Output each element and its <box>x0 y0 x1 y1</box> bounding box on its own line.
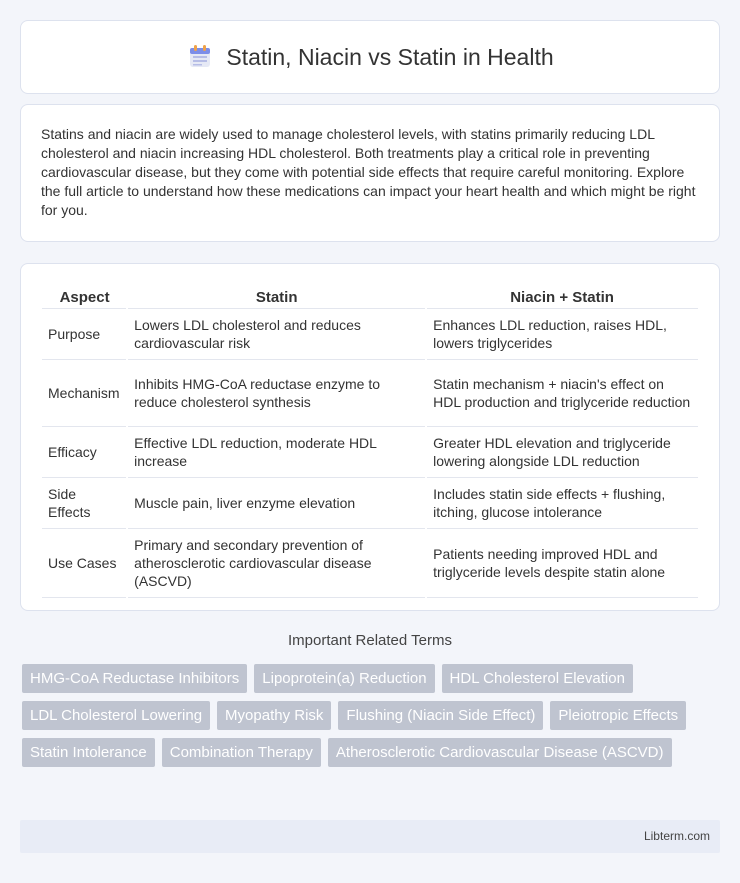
related-term-tag[interactable]: Combination Therapy <box>162 738 321 767</box>
header-aspect: Aspect <box>42 284 127 309</box>
cell-statin: Inhibits HMG-CoA reductase enzyme to reduce cholesterol synthesis <box>127 360 426 427</box>
related-term-tag[interactable]: HDL Cholesterol Elevation <box>442 664 633 693</box>
cell-statin: Effective LDL reduction, moderate HDL increase <box>127 427 426 478</box>
related-term-tag[interactable]: HMG-CoA Reductase Inhibitors <box>22 664 247 693</box>
table-header-row <box>42 284 698 309</box>
table-row <box>42 529 698 598</box>
intro-card <box>20 104 720 242</box>
related-term-tag[interactable]: LDL Cholesterol Lowering <box>22 701 210 730</box>
table-row <box>42 360 698 427</box>
header-card <box>20 20 720 94</box>
page-title: Statin, Niacin vs Statin in Health <box>226 43 554 70</box>
header-niacin-statin: Niacin + Statin <box>426 284 698 309</box>
cell-statin: Primary and secondary prevention of atherosclerotic cardiovascular disease (ASCVD) <box>127 529 426 598</box>
related-term-tag[interactable]: Flushing (Niacin Side Effect) <box>338 701 543 730</box>
cell-aspect: Side Effects <box>42 478 127 529</box>
footer-brand-link[interactable]: Libterm.com <box>643 829 710 843</box>
cell-aspect: Mechanism <box>42 360 127 427</box>
footer <box>20 820 720 853</box>
cell-niacin: Greater HDL elevation and triglyceride lowering alongside LDL reduction <box>426 427 698 478</box>
comparison-table-card <box>20 263 720 611</box>
intro-text: Statins and niacin are widely used to manage cholesterol levels, with statins primarily reducing LDL cholesterol and niacin increasing HDL cholesterol. Both treatments play a critical role in preventing cardiovascular disease, but they come with potential side effects that require careful monitoring. Explore the full article to understand how these medications can impact your heart health and which might be right for you. <box>41 126 696 218</box>
cell-niacin: Includes statin side effects + flushing, itching, glucose intolerance <box>426 478 698 529</box>
table-row <box>42 427 698 478</box>
cell-niacin: Statin mechanism + niacin's effect on HDL production and triglyceride reduction <box>426 360 698 427</box>
table-row <box>42 309 698 360</box>
comparison-table <box>42 284 698 598</box>
calendar-icon <box>186 43 214 71</box>
cell-niacin: Patients needing improved HDL and triglyceride levels despite statin alone <box>426 529 698 598</box>
cell-statin: Lowers LDL cholesterol and reduces cardiovascular risk <box>127 309 426 360</box>
cell-aspect: Efficacy <box>42 427 127 478</box>
related-term-tag[interactable]: Myopathy Risk <box>217 701 331 730</box>
related-terms-list <box>22 664 722 767</box>
related-term-tag[interactable]: Pleiotropic Effects <box>550 701 686 730</box>
cell-statin: Muscle pain, liver enzyme elevation <box>127 478 426 529</box>
related-term-tag[interactable]: Statin Intolerance <box>22 738 155 767</box>
cell-aspect: Purpose <box>42 309 127 360</box>
cell-niacin: Enhances LDL reduction, raises HDL, lowers triglycerides <box>426 309 698 360</box>
cell-aspect: Use Cases <box>42 529 127 598</box>
related-terms-title: Important Related Terms <box>288 632 452 649</box>
header-statin: Statin <box>127 284 426 309</box>
related-term-tag[interactable]: Lipoprotein(a) Reduction <box>254 664 434 693</box>
related-term-tag[interactable]: Atherosclerotic Cardiovascular Disease (ASCVD) <box>328 738 672 767</box>
table-row <box>42 478 698 529</box>
